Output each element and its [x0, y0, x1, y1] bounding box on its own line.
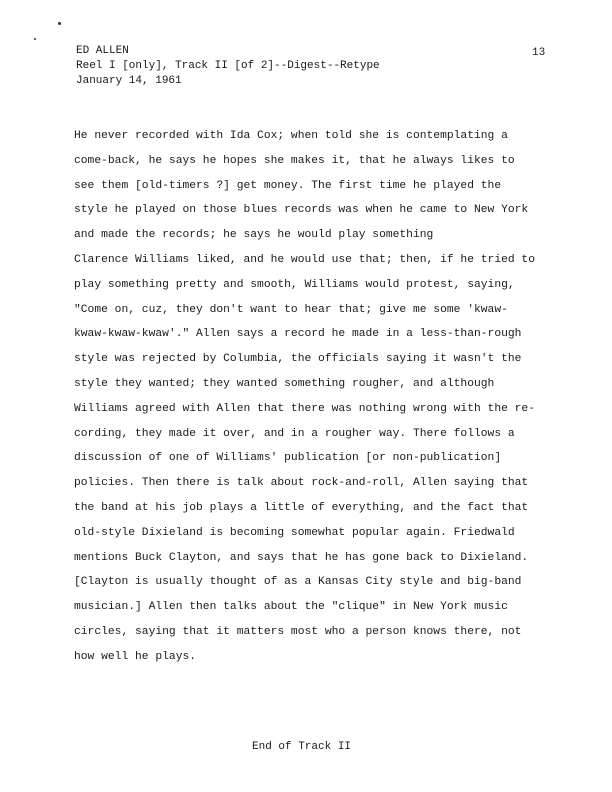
- ink-speck: [58, 22, 61, 25]
- interviewee-name: ED ALLEN: [76, 45, 129, 57]
- body-line: see them [old-timers ?] get money. The first time he played the: [74, 179, 502, 192]
- body-line: musician.] Allen then talks about the "clique" in New York music: [74, 601, 508, 614]
- body-line: cording, they made it over, and in a rougher way. There follows a: [74, 427, 515, 440]
- end-of-track-note: End of Track II: [252, 741, 352, 753]
- reel-track-info: Reel I [only], Track II [of 2]--Digest--Retype: [76, 60, 380, 72]
- body-line: style was rejected by Columbia, the officials saying it wasn't the: [74, 353, 522, 366]
- body-line: mentions Buck Clayton, and says that he has gone back to Dixieland.: [74, 551, 529, 564]
- body-line: policies. Then there is talk about rock-and-roll, Allen saying that: [74, 477, 529, 490]
- document-header: [76, 44, 456, 89]
- body-line: the band at his job plays a little of everything, and the fact that: [74, 501, 529, 514]
- body-line: come-back, he says he hopes she makes it, that he always likes to: [74, 154, 515, 167]
- body-line: play something pretty and smooth, Williams would protest, saying,: [74, 278, 515, 291]
- body-line: "Come on, cuz, they don't want to hear that; give me some 'kwaw-: [74, 303, 508, 316]
- body-line: He never recorded with Ida Cox; when told she is contemplating a: [74, 130, 508, 142]
- body-line: circles, saying that it matters most who a person knows there, not: [74, 625, 522, 638]
- body-line: kwaw-kwaw-kwaw'." Allen says a record he made in a less-than-rough: [74, 328, 522, 341]
- body-line: discussion of one of Williams' publication [or non-publication]: [74, 452, 502, 465]
- body-line: style they wanted; they wanted something rougher, and although: [74, 377, 495, 390]
- body-line: how well he plays.: [74, 650, 197, 663]
- body-line: Clarence Williams liked, and he would use that; then, if he tried to: [74, 253, 535, 266]
- interview-date: January 14, 1961: [76, 75, 182, 87]
- body-line: and made the records; he says he would play something: [74, 229, 434, 242]
- body-line: old-style Dixieland is becoming somewhat popular again. Friedwald: [74, 526, 515, 539]
- body-line: Williams agreed with Allen that there was nothing wrong with the re-: [74, 402, 535, 415]
- transcript-body: [74, 124, 574, 670]
- ink-speck: [34, 38, 36, 40]
- body-line: style he played on those blues records was when he came to New York: [74, 204, 529, 217]
- page-number: 13: [532, 47, 546, 59]
- body-line: [Clayton is usually thought of as a Kansas City style and big-band: [74, 576, 522, 589]
